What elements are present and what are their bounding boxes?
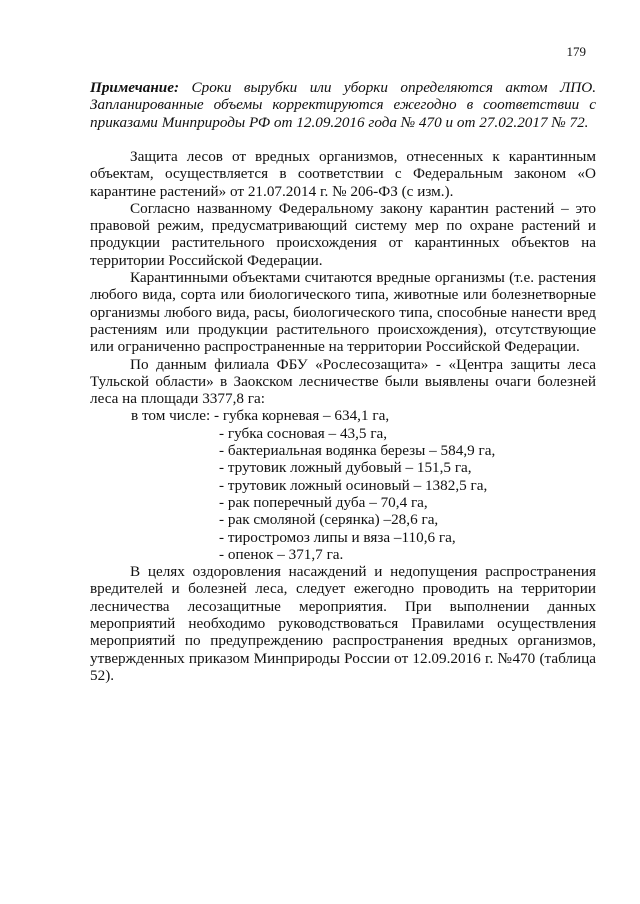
disease-list-intro: в том числе: - губка корневая – 634,1 га,	[131, 407, 390, 425]
disease-list-item: - тиростромоз липы и вяза –110,6 га,	[219, 528, 456, 546]
note-paragraph	[90, 79, 596, 131]
page-number: 179	[566, 44, 586, 59]
paragraph-quarantine-law: Защита лесов от вредных организмов, отнесенных к карантинным объектам, осуществляется в соответствии с Федеральным законом «О карантине растений» от 21.07.2014 г. № 206-ФЗ (с изм.).	[90, 148, 596, 200]
main-text	[90, 148, 596, 684]
note-text: Сроки вырубки или уборки определяются актом ЛПО. Запланированные объемы корректируются ежегодно в соответствии с приказами Минприроды РФ от 12.09.2016 года № 470 и от 27.02.2017 № 72.	[90, 79, 596, 131]
disease-list-item: - опенок – 371,7 га.	[219, 545, 344, 563]
paragraph-quarantine-objects: Карантинными объектами считаются вредные организмы (т.е. растения любого вида, сорта или биологического типа, животные или болезнетворные организмы любого вида, расы, биологического типа, способные нанести вред растениям или продукции растительного происхождения), отсутствующие или ограниченно распространенные на территории Российской Федерации.	[90, 269, 596, 356]
note-label: Примечание:	[90, 79, 180, 96]
disease-list-item: - трутовик ложный осиновый – 1382,5 га,	[219, 476, 488, 494]
paragraph-disease-foci: По данным филиала ФБУ «Рослесозащита» - «Центра защиты леса Тульской области» в Заокском лесничестве были выявлены очаги болезней леса на площади 3377,8 га:	[90, 355, 596, 408]
paragraph-quarantine-definition: Согласно названному Федеральному закону карантин растений – это правовой режим, предусматривающий систему мер по охране растений и продукции растительного происхождения от карантинных объектов на территории Российской Федерации.	[90, 199, 596, 269]
paragraph-protection-measures: В целях оздоровления насаждений и недопущения распространения вредителей и болезней леса, следует ежегодно проводить на территории лесничества лесозащитные мероприятия. При выполнении данных мероприятий необходимо руководствоваться Правилами осуществления мероприятий по предупреждению распространения вредных организмов, утвержденных приказом Минприроды России от 12.09.2016 г. №470 (таблица 52).	[90, 563, 596, 684]
disease-list-item: - рак смоляной (серянка) –28,6 га,	[219, 511, 439, 529]
disease-list-item: - бактериальная водянка березы – 584,9 га,	[219, 442, 496, 460]
disease-list-item: - трутовик ложный дубовый – 151,5 га,	[219, 459, 472, 477]
disease-list-item: - губка сосновая – 43,5 га,	[219, 424, 388, 442]
disease-list-item: - рак поперечный дуба – 70,4 га,	[219, 493, 428, 511]
